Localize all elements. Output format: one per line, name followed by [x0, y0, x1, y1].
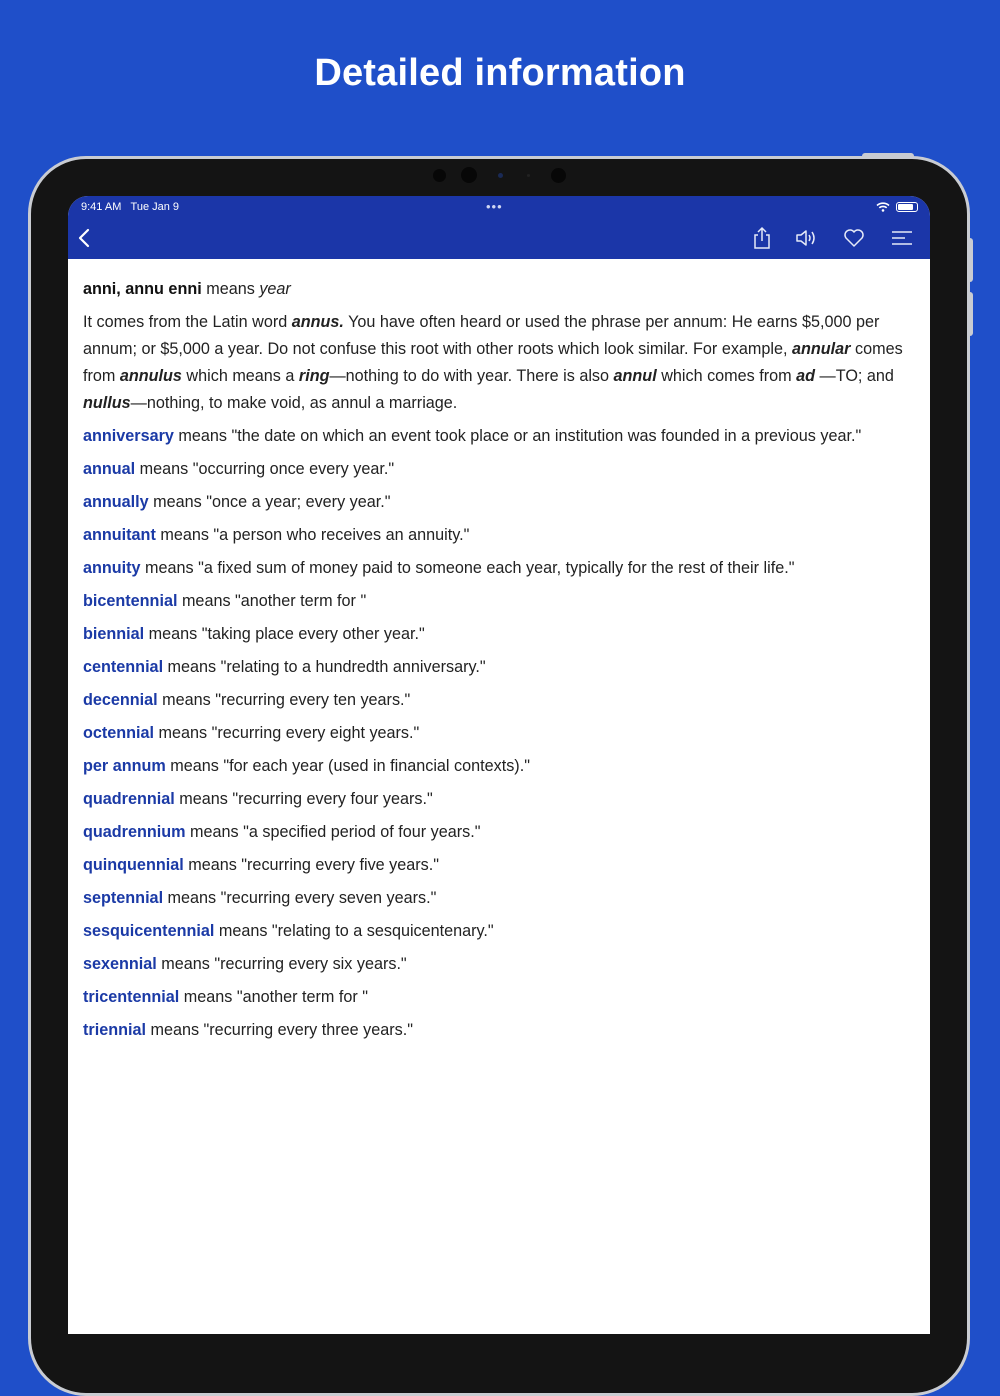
app-screen: [68, 196, 930, 1334]
banner-title: Detailed information: [314, 52, 686, 94]
word-link[interactable]: annuity: [83, 559, 141, 577]
multitask-dots-icon[interactable]: •••: [486, 199, 503, 214]
menu-icon[interactable]: [888, 224, 916, 252]
word-link[interactable]: decennial: [83, 691, 158, 709]
word-link[interactable]: quinquennial: [83, 856, 184, 874]
word-entry: annuitant means "a person who receives an annuity.": [83, 526, 470, 544]
word-entry: centennial means "relating to a hundredth anniversary.": [83, 658, 486, 676]
etymology-paragraph: It comes from the Latin word annus. You have often heard or used the phrase per annum: He earns $5,000 per annum; or $5,000 a year. Do not confuse this root with other roots which look similar. For example, annular comes from annulus which means a ring—nothing to do with year. There is also annul which comes from ad —TO; and nullus—nothing, to make void, as annul a marriage.: [83, 313, 903, 412]
speaker-icon[interactable]: [793, 224, 821, 252]
word-link[interactable]: sexennial: [83, 955, 157, 973]
camera-sensor-icon: [433, 169, 446, 182]
word-entry: sexennial means "recurring every six years.": [83, 955, 407, 973]
word-entry: quadrennial means "recurring every four years.": [83, 790, 433, 808]
word-entry: tricentennial means "another term for ": [83, 988, 368, 1006]
word-entry: anniversary means "the date on which an event took place or an institution was founded in a previous year.": [83, 427, 862, 445]
word-link[interactable]: annual: [83, 460, 136, 478]
word-entry: annually means "once a year; every year.": [83, 493, 391, 511]
word-entry: septennial means "recurring every seven years.": [83, 889, 437, 907]
word-link[interactable]: octennial: [83, 724, 155, 742]
word-entry: bicentennial means "another term for ": [83, 592, 367, 610]
word-link[interactable]: per annum: [83, 757, 166, 775]
word-entry: sesquicentennial means "relating to a sesquicentenary.": [83, 922, 494, 940]
word-entry: annuity means "a fixed sum of money paid to someone each year, typically for the rest of their life.": [83, 559, 795, 577]
camera-sensor2-icon: [551, 168, 566, 183]
word-link[interactable]: biennial: [83, 625, 145, 643]
word-link[interactable]: anniversary: [83, 427, 174, 445]
word-entry: triennial means "recurring every three years.": [83, 1021, 413, 1039]
word-link[interactable]: annuitant: [83, 526, 156, 544]
word-entry: quadrennium means "a specified period of four years.": [83, 823, 481, 841]
word-link[interactable]: septennial: [83, 889, 164, 907]
word-entry: per annum means "for each year (used in financial contexts).": [83, 757, 530, 775]
root-heading: [83, 276, 915, 303]
back-chevron-icon[interactable]: [70, 224, 98, 252]
word-link[interactable]: centennial: [83, 658, 164, 676]
share-icon[interactable]: [748, 224, 776, 252]
wifi-icon: [876, 202, 890, 212]
word-entry: quinquennial means "recurring every five years.": [83, 856, 440, 874]
word-entry: decennial means "recurring every ten years.": [83, 691, 411, 709]
word-entry: annual means "occurring once every year.": [83, 460, 395, 478]
word-link[interactable]: tricentennial: [83, 988, 180, 1006]
word-link[interactable]: quadrennial: [83, 790, 175, 808]
word-list: [83, 423, 915, 1044]
status-time: 9:41 AM Tue Jan 9: [81, 201, 180, 213]
word-link[interactable]: annually: [83, 493, 149, 511]
word-entry: octennial means "recurring every eight years.": [83, 724, 420, 742]
word-link[interactable]: quadrennium: [83, 823, 186, 841]
word-link[interactable]: sesquicentennial: [83, 922, 215, 940]
status-indicators: [876, 202, 918, 212]
camera-flash-icon: [527, 174, 530, 177]
root-meaning: year: [259, 280, 291, 298]
means-label: means: [206, 280, 255, 298]
navigation-bar: [68, 196, 930, 259]
camera-lens-icon: [461, 167, 477, 183]
word-link[interactable]: triennial: [83, 1021, 146, 1039]
battery-icon: [896, 202, 918, 212]
heart-icon[interactable]: [840, 224, 868, 252]
word-entry: biennial means "taking place every other year.": [83, 625, 425, 643]
root-headword: anni, annu enni: [83, 280, 202, 298]
definition-content: [83, 276, 915, 1050]
camera-indicator-icon: [498, 173, 503, 178]
word-link[interactable]: bicentennial: [83, 592, 178, 610]
